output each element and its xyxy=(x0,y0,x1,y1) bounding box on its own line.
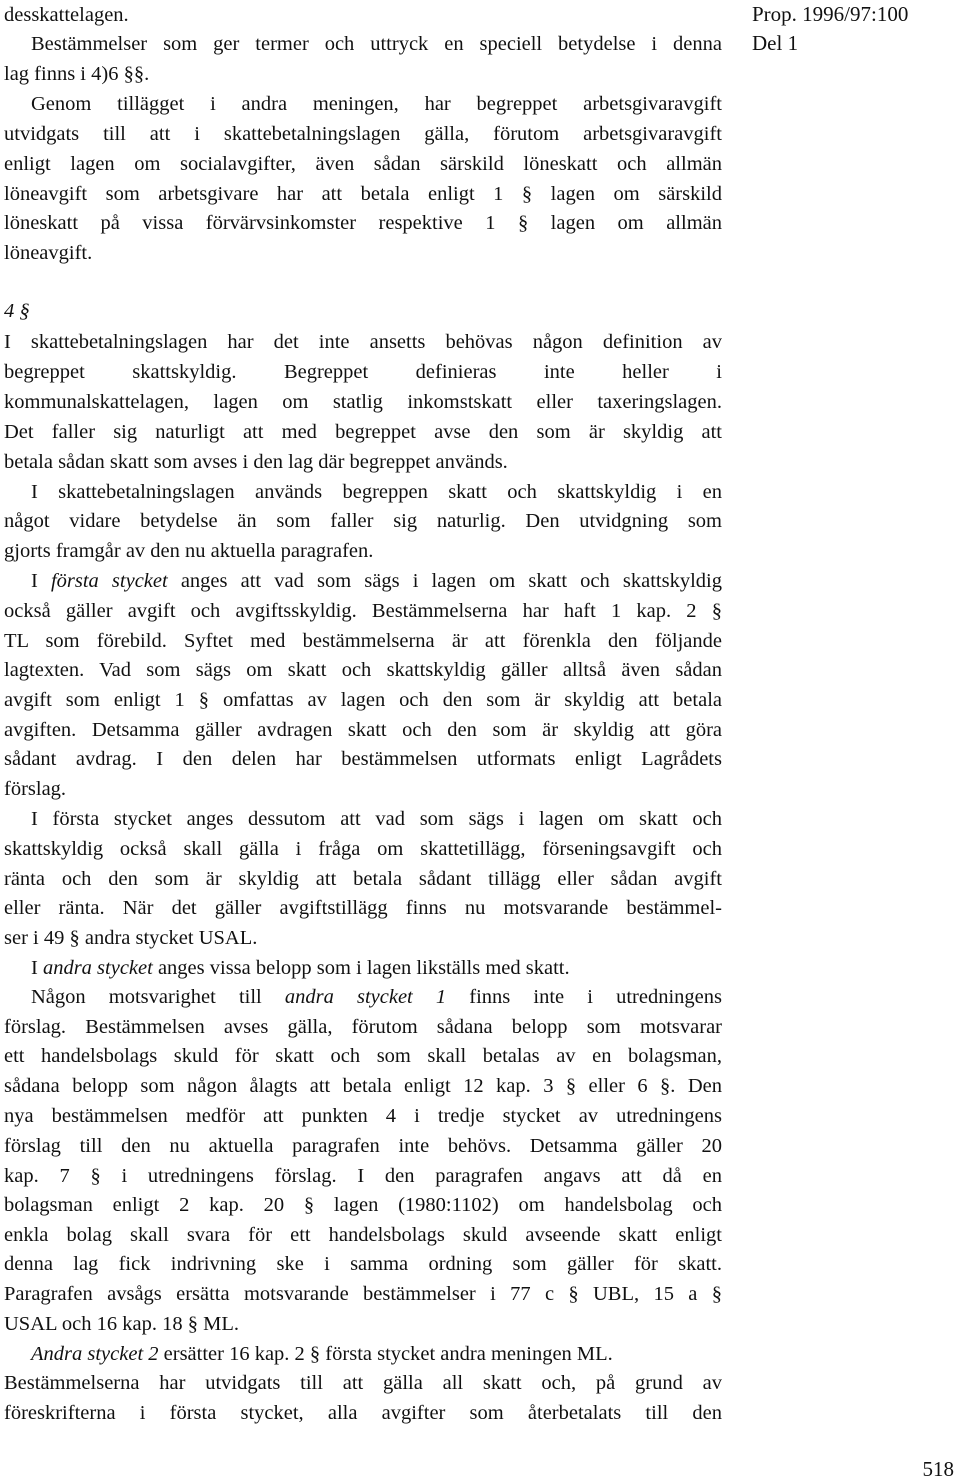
text-line: löneavgift som arbetsgivare har att betala enligt 1 § lagen om särskild xyxy=(4,183,722,205)
text-line: I första stycket anges att vad som sägs i lagen om skatt och skattskyldig xyxy=(31,570,722,592)
text-line: Paragrafen avsågs ersätta motsvarande bestämmelser i 77 c § UBL, 15 a § xyxy=(4,1283,722,1305)
text-line: utvidgats till att i skattebetalningslagen gälla, förutom arbetsgivaravgift xyxy=(4,123,722,145)
text-line: eller ränta. När det gäller avgiftstillägg finns nu motsvarande bestämmel- xyxy=(4,897,722,919)
text-line: nya bestämmelsen medför att punkten 4 i tredje stycket av utredningens xyxy=(4,1105,722,1127)
margin-reference xyxy=(752,0,952,58)
text-line: Någon motsvarighet till andra stycket 1 finns inte i utredningens xyxy=(31,986,722,1008)
text-line: I andra stycket anges vissa belopp som i lagen likställs med skatt. xyxy=(31,957,570,979)
text-line: lag finns i 4)6 §§. xyxy=(4,63,150,85)
text-line: TL som förebild. Syftet med bestämmelserna är att förenkla den följande xyxy=(4,630,722,652)
text-line: avgiften. Detsamma gäller avdragen skatt och den som är skyldig att göra xyxy=(4,719,722,741)
text-line: sådant avdrag. I den delen har bestämmelsen utformats enligt Lagrådets xyxy=(4,748,722,770)
part-number: Del 1 xyxy=(752,31,799,55)
text-line: ser i 49 § andra stycket USAL. xyxy=(4,927,258,949)
text-line: begreppet skattskyldig. Begreppet definieras inte heller i xyxy=(4,361,722,383)
text-line: Andra stycket 2 ersätter 16 kap. 2 § första stycket andra meningen ML. xyxy=(31,1343,613,1365)
italic-phrase: andra stycket 1 xyxy=(284,986,447,1008)
italic-phrase: andra stycket xyxy=(42,957,153,979)
text-line: denna lag fick indrivning ske i samma ordning som gäller för skatt. xyxy=(4,1253,722,1275)
text-line: kommunalskattelagen, lagen om statlig inkomstskatt eller taxeringslagen. xyxy=(4,391,722,413)
section-heading: 4 § xyxy=(4,300,30,322)
text-line: förslag. Bestämmelsen avses gälla, förutom sådana belopp som motsvarar xyxy=(4,1016,722,1038)
text-line: kap. 7 § i utredningens förslag. I den paragrafen angavs att då en xyxy=(4,1165,722,1187)
text-line: något vidare betydelse än som faller sig naturlig. Den utvidgning som xyxy=(4,510,722,532)
text-line: I första stycket anges dessutom att vad som sägs i lagen om skatt och xyxy=(31,808,722,830)
text-line: bolagsman enligt 2 kap. 20 § lagen (1980:1102) om handelsbolag och xyxy=(4,1194,722,1216)
text-line: förslag. xyxy=(4,778,67,800)
text-line: I skattebetalningslagen har det inte ansetts behövas någon definition av xyxy=(4,331,722,353)
text-line: löneavgift. xyxy=(4,242,93,264)
text-line: Bestämmelserna har utvidgats till att gälla all skatt och, på grund av xyxy=(4,1372,722,1394)
proposition-number: Prop. 1996/97:100 xyxy=(752,2,909,26)
text-line: Genom tillägget i andra meningen, har begreppet arbetsgivaravgift xyxy=(31,93,722,115)
text-line: I skattebetalningslagen används begreppen skatt och skattskyldig i en xyxy=(31,481,722,503)
text-line: gjorts framgår av den nu aktuella paragrafen. xyxy=(4,540,374,562)
text-line: förslag till den nu aktuella paragrafen inte behövs. Detsamma gäller 20 xyxy=(4,1135,722,1157)
text-line: ränta och den som är skyldig att betala sådant tillägg eller sådan avgift xyxy=(4,868,722,890)
text-line: avgift som enligt 1 § omfattas av lagen och den som är skyldig att betala xyxy=(4,689,722,711)
text-line: desskattelagen. xyxy=(4,4,129,26)
text-line: sådana belopp som någon ålagts att betala enligt 12 kap. 3 § eller 6 §. Den xyxy=(4,1075,722,1097)
text-line: USAL och 16 kap. 18 § ML. xyxy=(4,1313,239,1335)
text-line: skattskyldig också skall gälla i fråga om skattetillägg, förseningsavgift och xyxy=(4,838,722,860)
italic-phrase: första stycket xyxy=(50,570,168,592)
text-line: enligt lagen om socialavgifter, även sådan särskild löneskatt och allmän xyxy=(4,153,722,175)
text-line: föreskrifterna i första stycket, alla avgifter som återbetalats till den xyxy=(4,1402,722,1424)
text-line: ett handelsbolags skuld för skatt och som skall betalas av en bolagsman, xyxy=(4,1045,722,1067)
text-line: lagtexten. Vad som sägs om skatt och skattskyldig gäller alltså även sådan xyxy=(4,659,722,681)
text-line: enkla bolag skall svara för ett handelsbolags skuld avseende skatt enligt xyxy=(4,1224,722,1246)
text-line: Bestämmelser som ger termer och uttryck en speciell betydelse i denna xyxy=(31,33,722,55)
text-line: löneskatt på vissa förvärvsinkomster respektive 1 § lagen om allmän xyxy=(4,212,722,234)
text-line: Det faller sig naturligt att med begreppet avse den som är skyldig att xyxy=(4,421,722,443)
text-line: också gäller avgift och avgiftsskyldig. Bestämmelserna har haft 1 kap. 2 § xyxy=(4,600,722,622)
italic-phrase: Andra stycket 2 xyxy=(31,1343,159,1365)
page-number: 518 xyxy=(922,1457,954,1481)
text-line: betala sådan skatt som avses i den lag där begreppet används. xyxy=(4,451,508,473)
